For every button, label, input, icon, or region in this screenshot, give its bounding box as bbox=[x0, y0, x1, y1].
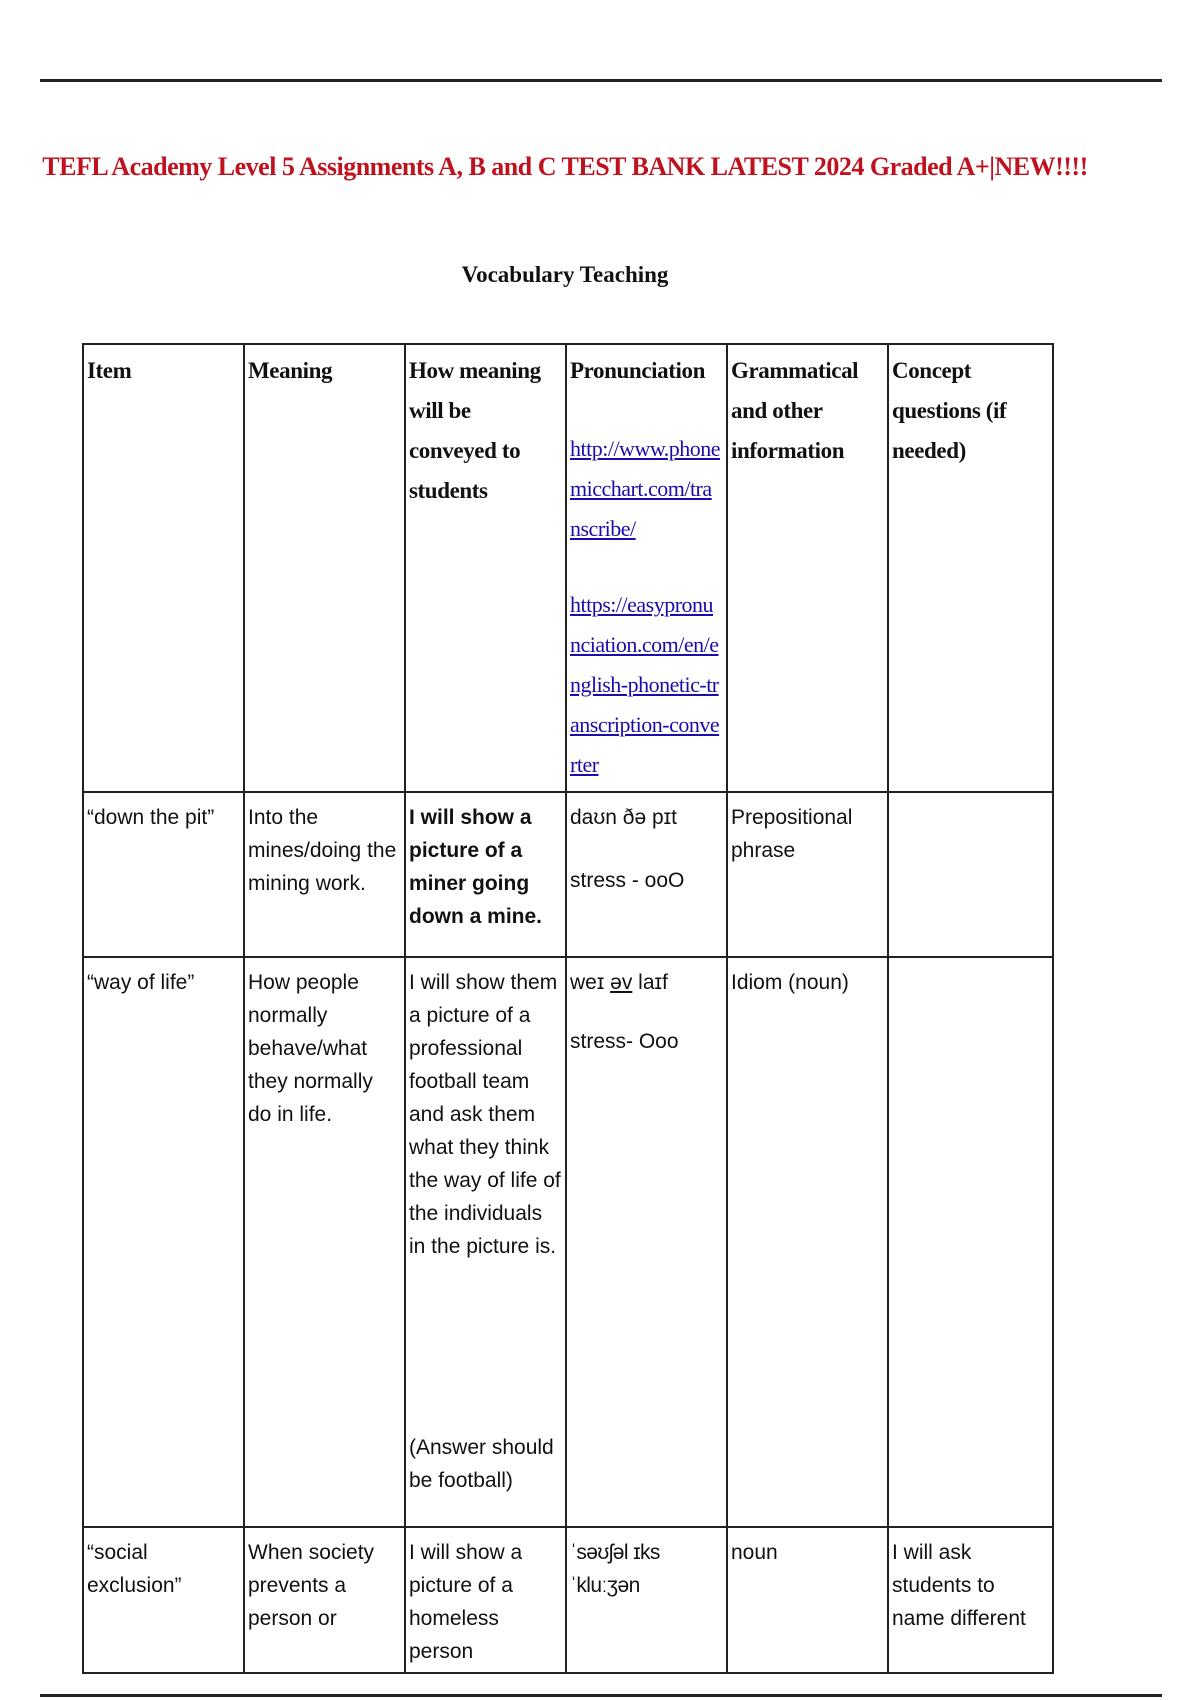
table-header-row bbox=[83, 344, 1053, 792]
cell-item: “down the pit” bbox=[83, 792, 244, 957]
header-item: Item bbox=[83, 344, 244, 792]
cell-pronunciation bbox=[566, 792, 727, 957]
cell-meaning: How people normally behave/what they normally do in life. bbox=[244, 957, 405, 1527]
spacer bbox=[570, 999, 722, 1025]
easypronunciation-link[interactable]: https://easypronunciation.com/en/english-phonetic-transcription-converter bbox=[570, 592, 720, 777]
header-pronunciation bbox=[566, 344, 727, 792]
cell-meaning: When society prevents a person or bbox=[244, 1527, 405, 1673]
ipa-part: weɪ bbox=[570, 971, 611, 994]
stress-pattern: stress- Ooo bbox=[570, 1030, 679, 1053]
table-row bbox=[83, 957, 1053, 1527]
top-rule bbox=[40, 79, 1162, 82]
stress-pattern: stress - ooO bbox=[570, 869, 685, 892]
bottom-rule bbox=[40, 1694, 1162, 1697]
header-grammar: Grammatical and other information bbox=[727, 344, 888, 792]
cell-grammar: Prepositional phrase bbox=[727, 792, 888, 957]
spacer bbox=[570, 391, 722, 429]
cell-item: “way of life” bbox=[83, 957, 244, 1527]
cell-conveyed bbox=[405, 957, 566, 1527]
phonemic-chart-link[interactable]: http://www.phonemicchart.com/transcribe/ bbox=[570, 436, 721, 541]
spacer bbox=[570, 834, 722, 864]
header-meaning: Meaning bbox=[244, 344, 405, 792]
ipa-part: laɪf bbox=[632, 971, 668, 994]
cell-conveyed: I will show a picture of a miner going down a mine. bbox=[405, 792, 566, 957]
table-row bbox=[83, 1527, 1053, 1673]
ipa-transcription bbox=[570, 971, 668, 994]
spacer bbox=[570, 549, 722, 585]
cell-concept bbox=[888, 957, 1053, 1527]
spacer bbox=[409, 1263, 561, 1431]
cell-item: “social exclusion” bbox=[83, 1527, 244, 1673]
ipa-part-underlined: əv bbox=[610, 971, 633, 994]
cell-grammar: Idiom (noun) bbox=[727, 957, 888, 1527]
conveyed-answer: (Answer should be football) bbox=[409, 1436, 554, 1492]
header-conveyed: How meaning will be conveyed to students bbox=[405, 344, 566, 792]
vocabulary-table bbox=[82, 343, 1054, 1674]
ipa-transcription: daʊn ðə pɪt bbox=[570, 806, 677, 829]
cell-pronunciation: ˈsəʊʃəl ɪksˈkluːʒən bbox=[566, 1527, 727, 1673]
cell-conveyed: I will show a picture of a homeless person bbox=[405, 1527, 566, 1673]
cell-concept bbox=[888, 792, 1053, 957]
table-row bbox=[83, 792, 1053, 957]
cell-pronunciation bbox=[566, 957, 727, 1527]
section-heading: Vocabulary Teaching bbox=[461, 262, 669, 287]
document-title: TEFL Academy Level 5 Assignments A, B and C TEST BANK LATEST 2024 Graded A+|NEW!!!! bbox=[42, 152, 1088, 181]
header-pronunciation-label: Pronunciation bbox=[570, 358, 705, 383]
cell-grammar: noun bbox=[727, 1527, 888, 1673]
header-concept: Concept questions (if needed) bbox=[888, 344, 1053, 792]
conveyed-text: I will show them a picture of a professional football team and ask them what they think the way of life of the individuals in the picture is. bbox=[409, 971, 561, 1258]
cell-concept: I will ask students to name different bbox=[888, 1527, 1053, 1673]
cell-meaning: Into the mines/doing the mining work. bbox=[244, 792, 405, 957]
